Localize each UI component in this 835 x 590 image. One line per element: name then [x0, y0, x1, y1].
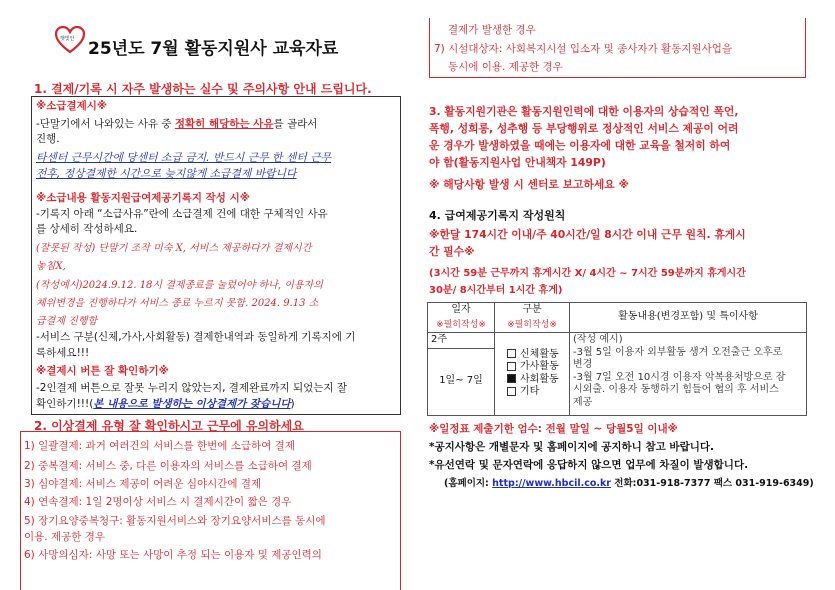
type-option: 가사활동 [507, 361, 566, 374]
type-option: 사회활동 [507, 374, 566, 387]
anomaly-item: 3) 심야결제: 서비스 제공이 어려운 심야시간에 결제 [24, 478, 262, 490]
section-4-break: (3시간 59분 근무까지 휴게시간 X/ 4시간 ~ 7시간 59분까지 휴게시간 [429, 268, 746, 279]
schedule-deadline-note: ※일정표 제출기한 엄수: 전월 말일 ~ 당월5일 이내※ [429, 423, 678, 435]
anomaly-item: 2) 중복결제: 서비스 중, 다른 이용자의 서비스를 소급하여 결제 [24, 460, 312, 472]
checkbox-icon [507, 362, 516, 371]
days-cell: 1일~ 7일 [428, 348, 495, 415]
section-3-text: 폭행, 성희롱, 성추행 등 부당행위로 정상적인 서비스 제공이 어려 [429, 122, 739, 135]
wrong-example: (잘못된 작성) 단말기 조작 미숙 X, 서비스 제공하다가 결제시간 [36, 243, 312, 254]
backdate-line: -단말기에서 나와있는 사유 중 정확히 해당하는 사유를 골라서 [36, 118, 318, 130]
record-heading: ※소급내용 활동지원급여제공기록지 작성 시※ [36, 192, 250, 204]
header-content: 활동내용(변경포함) 및 특이사항 [570, 303, 807, 333]
contact-note: *유선연락 및 문자연락에 응답하지 않으면 업무에 차질이 발생합니다. [429, 459, 749, 471]
header-date: 일자 [428, 303, 495, 318]
checkbox-icon [507, 387, 516, 396]
content-cell: (작성 예시) -3월 5일 이용자 외부활동 생겨 오전출근 오후로 변경 -3월 7일 오전 10시경 이용자 악복용처방으로 잠 시외출. 이용자 동행하기 힘들어 협의 후 서비스 제공 [570, 333, 807, 416]
section-4-rule: 간 필수※ [429, 245, 475, 258]
button-check-line: 확인하기!!!(본 내용으로 발생하는 이상결제가 잦습니다) [36, 398, 295, 410]
backdate-notice: 전후, 정상결제한 시간으로 늦지않게 소급결제 바랍니다 [36, 167, 297, 180]
homepage-link[interactable]: http://www.hbcil.co.kr [492, 478, 611, 489]
button-check-line: -2인결제 버튼으로 잘못 누리지 않았는지, 결제완료까지 되었는지 잘 [36, 382, 348, 394]
backdate-heading: ※소급결제시※ [36, 100, 108, 112]
record-line: -기록지 아래 “소급사유”란에 소급결제 건에 대한 구체적인 사유 [36, 208, 328, 220]
anomaly-item: 7) 시설대상자: 사회복지시설 입소자 및 종사자가 활동지원사업을 [434, 43, 733, 55]
section-3-report: ※ 해당사항 발생 시 센터로 보고하세요 ※ [429, 178, 629, 191]
anomaly-item: 결제가 발생한 경우 [448, 24, 536, 36]
header-type: 구분 [495, 303, 570, 318]
logo-text: 햇빛안 [60, 36, 75, 42]
logo [55, 26, 85, 54]
backdate-notice: 타센터 근무시간에 당센터 소급 금지. 반드시 근무 한 센터 근무 [36, 151, 332, 164]
anomaly-item: 4) 연속결제: 1일 2명이상 서비스 시 결제시간이 짧은 경우 [24, 496, 292, 508]
section-1-heading: 1. 결제/기록 시 자주 발생하는 실수 및 주의사항 안내 드립니다. [34, 82, 372, 96]
contact-info: (홈페이지: http://www.hbcil.co.kr 전화:031-918-7377 팩스 031-919-6349) [444, 478, 814, 489]
section-2-box [20, 431, 401, 590]
button-check-heading: ※결제시 버튼 잘 확인하기※ [36, 365, 169, 377]
required-date: ※필히작성※ [428, 318, 495, 333]
page-title: 25년도 7월 활동지원사 교육자료 [88, 39, 339, 59]
required-type: ※필히작성※ [495, 318, 570, 333]
type-cell [495, 333, 570, 416]
notice-note: *공지사항은 개별문자 및 홈페이지에 공지하니 참고 바랍니다. [429, 441, 714, 453]
checkbox-checked-icon [507, 374, 516, 383]
backdate-line: 진행. [36, 133, 60, 145]
section-4-heading: 4. 급여제공기록지 작성원칙 [429, 209, 566, 222]
anomaly-item: 6) 사망의심자: 사망 또는 사망이 추정 되는 이용자 및 제공인력의 [24, 549, 322, 561]
record-line: -서비스 구분(신체,가사,사회활동) 결제한내역과 동일하게 기록지에 기 [36, 331, 356, 343]
example-text: 급결제 진행함 [36, 316, 98, 327]
section-4-break: 30분/ 8시간부터 1시간 휴게) [429, 285, 563, 296]
section-3-text: 운 경우가 발생하였을 때에는 이용자에 대한 교육을 철저히 하여 [429, 139, 731, 152]
type-option: 신체활동 [507, 349, 566, 362]
section-2-heading: 2. 이상결제 유형 잘 확인하시고 근무에 유의하세요 [34, 419, 304, 433]
anomaly-item: 5) 장기요양중복청구: 활동지원서비스와 장기요양서비스를 동시에 [24, 515, 326, 527]
anomaly-item: 1) 일괄결제: 과거 여러건의 서비스를 한번에 소급하여 결제 [24, 440, 295, 452]
example-text: (작성예시)2024.9.12. 18시 결제종료를 눌렀어야 하나, 이용자의 [36, 280, 323, 291]
section-3-text: 3. 활동지원기관은 활동지원인력에 대한 이용자의 상습적인 폭언, [429, 105, 739, 118]
record-line: 록하세요!!! [36, 347, 90, 359]
section-4-rule: ※한달 174시간 이내/주 40시간/일 8시간 이내 근무 원칙. 휴게시 [429, 228, 746, 241]
example-text: 체위변경을 진행하다가 서비스 종료 누르지 못함. 2024. 9.13 소 [36, 298, 319, 309]
record-example-table [427, 302, 807, 416]
section-3-text: 야 함(활동지원사업 안내책자 149P) [429, 156, 606, 169]
week-cell: 2주 [428, 333, 495, 349]
record-line: 를 상세히 작성하세요. [36, 223, 138, 235]
type-option: 기타 [507, 386, 566, 399]
anomaly-item: 이용. 제공한 경우 [24, 531, 106, 543]
wrong-example: 놓침X, [36, 261, 66, 272]
checkbox-icon [507, 349, 516, 358]
anomaly-item: 동시에 이용. 제공한 경우 [448, 61, 563, 73]
